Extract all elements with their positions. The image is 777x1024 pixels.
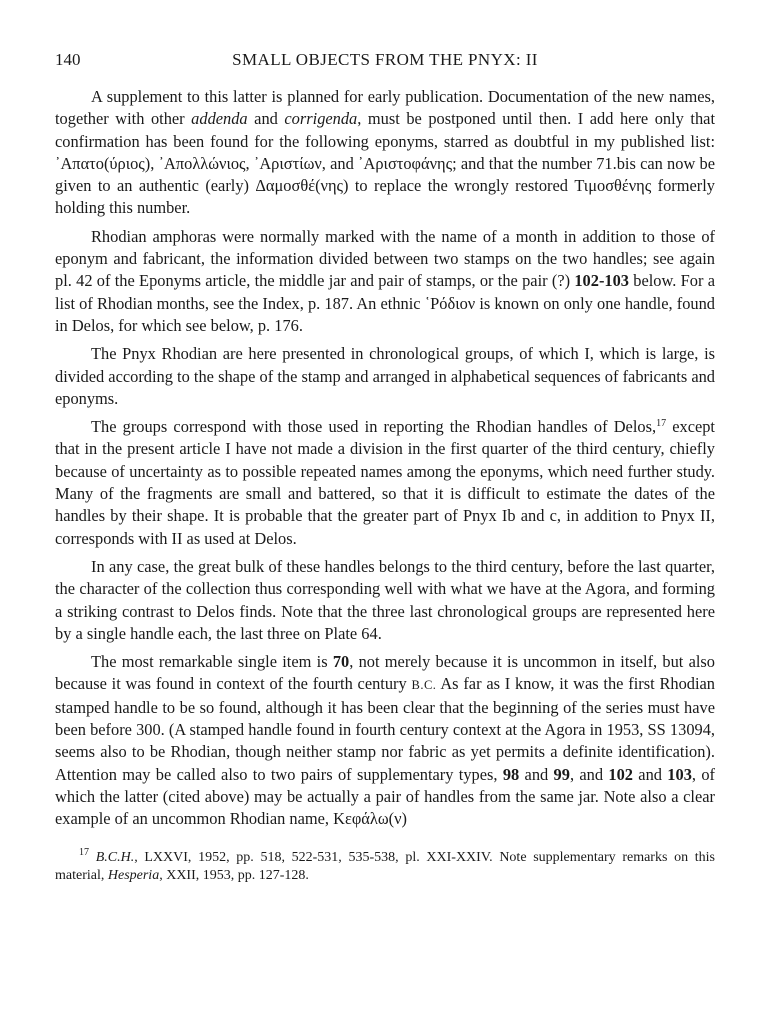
footnote [55, 846, 715, 885]
paragraph-supplement [55, 86, 715, 220]
small-caps-era: B.C. [411, 678, 437, 693]
paragraph-chronological-groups [55, 343, 715, 410]
running-title: SMALL OBJECTS FROM THE PNYX: II [232, 50, 538, 69]
text-run: The groups correspond with those used in reporting the Rhodian handles of Delos, [91, 417, 657, 437]
footnote-17 [55, 846, 715, 885]
text-run: , not merely because it is uncommon in itself, but also because it was found in context of the fourth century [55, 652, 715, 694]
text-run: , and [569, 764, 609, 784]
text-run: The most remarkable single item is [91, 652, 333, 672]
italic-term: addenda [191, 109, 248, 129]
text-run: and [247, 109, 285, 129]
page-number: 140 [55, 50, 81, 69]
text-run: , of which the latter (cited above) may be actually a pair of handles from the same jar. Note also a clear example of an uncommon Rhodian name, Κεφάλω(ν) [55, 764, 715, 829]
body-text [55, 86, 715, 831]
text-run: and [632, 764, 668, 784]
bold-item-number: 102 [608, 764, 633, 784]
bold-item-number: 99 [553, 764, 570, 784]
text-run: , LXXVI, 1952, pp. 518, 522-531, 535-538, pl. XXI-XXIV. Note supplementary remarks on this material, [55, 849, 715, 883]
text-run: The Pnyx Rhodian are here presented in chronological groups, of which I, which is large, is divided according to the shape of the stamp and arranged in alphabetical sequences of fabricants and eponyms. [55, 344, 715, 408]
bold-item-number: 70 [332, 652, 350, 672]
bold-item-number: 98 [502, 764, 520, 784]
text-run: A supplement to this latter is planned for early publication. Documentation of the new names, together with other [55, 87, 715, 129]
footnote-number: 17 [79, 846, 89, 858]
text-run: Rhodian amphoras were normally marked with the name of a month in addition to those of eponym and fabricant, the information divided between two stamps on the two handles; see again pl. 42 of the Eponyms article, the middle jar and pair of stamps, or the pair (?) [55, 226, 715, 291]
running-header [55, 44, 715, 74]
italic-citation: B.C.H. [95, 849, 135, 865]
text-run: below. For a list of Rhodian months, see the Index, p. 187. An ethnic ῾Ρόδιον is known on only one handle, found in Delos, for which see below, p. 176. [55, 271, 715, 335]
footnote-reference: 17 [656, 418, 667, 430]
italic-citation: Hesperia [107, 867, 160, 883]
bold-item-number: 102-103 [574, 271, 629, 291]
italic-term: corrigenda [284, 109, 358, 129]
text-run: except that in the present article I have not made a division in the first quarter of the third century, chiefly because of uncertainty as to possible repeated names among the eponyms, which need further study. Many of the fragments are small and battered, so that it is difficult to estimate the dates of the handles by their shape. It is probable that the greater part of Pnyx Ib and c, in addition to Pnyx II, corresponds with II as used at Delos. [55, 417, 715, 548]
text-run: and [519, 764, 554, 784]
text-run: , XXII, 1953, pp. 127-128. [159, 867, 309, 883]
bold-item-number: 103 [667, 764, 692, 784]
text-run: As far as I know, it was the first Rhodian stamped handle to be so found, although it has been clear that the beginning of the series must have been before 300. (A stamped handle found in fourth century context at the Agora in 1953, SS 13094, seems also to be Rhodian, though neither stamp nor fabric as yet permits a definite identification). Attention may be called also to two pairs of supplementary types, [55, 674, 715, 784]
paragraph-rhodian-amphoras [55, 226, 715, 337]
document-page [55, 44, 715, 885]
paragraph-groups-correspond [55, 416, 715, 550]
paragraph-remarkable-item [55, 651, 715, 830]
text-run: In any case, the great bulk of these handles belongs to the third century, before the last quarter, the character of the collection thus corresponding well with what we have at the Agora, and forming a striking contrast to Delos finds. Note that the three last chronological groups are represented here by a single handle each, the last three on Plate 64. [55, 556, 715, 643]
paragraph-third-century [55, 556, 715, 645]
text-run: , must be postponed until then. I add here only that confirmation has been found for the following eponyms, starred as doubtful in my published list: ᾿Απατο(ύριος), ᾿Απολλώνιος, ᾿Αριστίων, and ᾿Αριστοφάνης; and that the number 71.bis can now be given to an authentic (early) Δαμοσθέ(νης) to replace the wrongly restored Τιμοσθένης formerly holding this number. [55, 109, 715, 218]
